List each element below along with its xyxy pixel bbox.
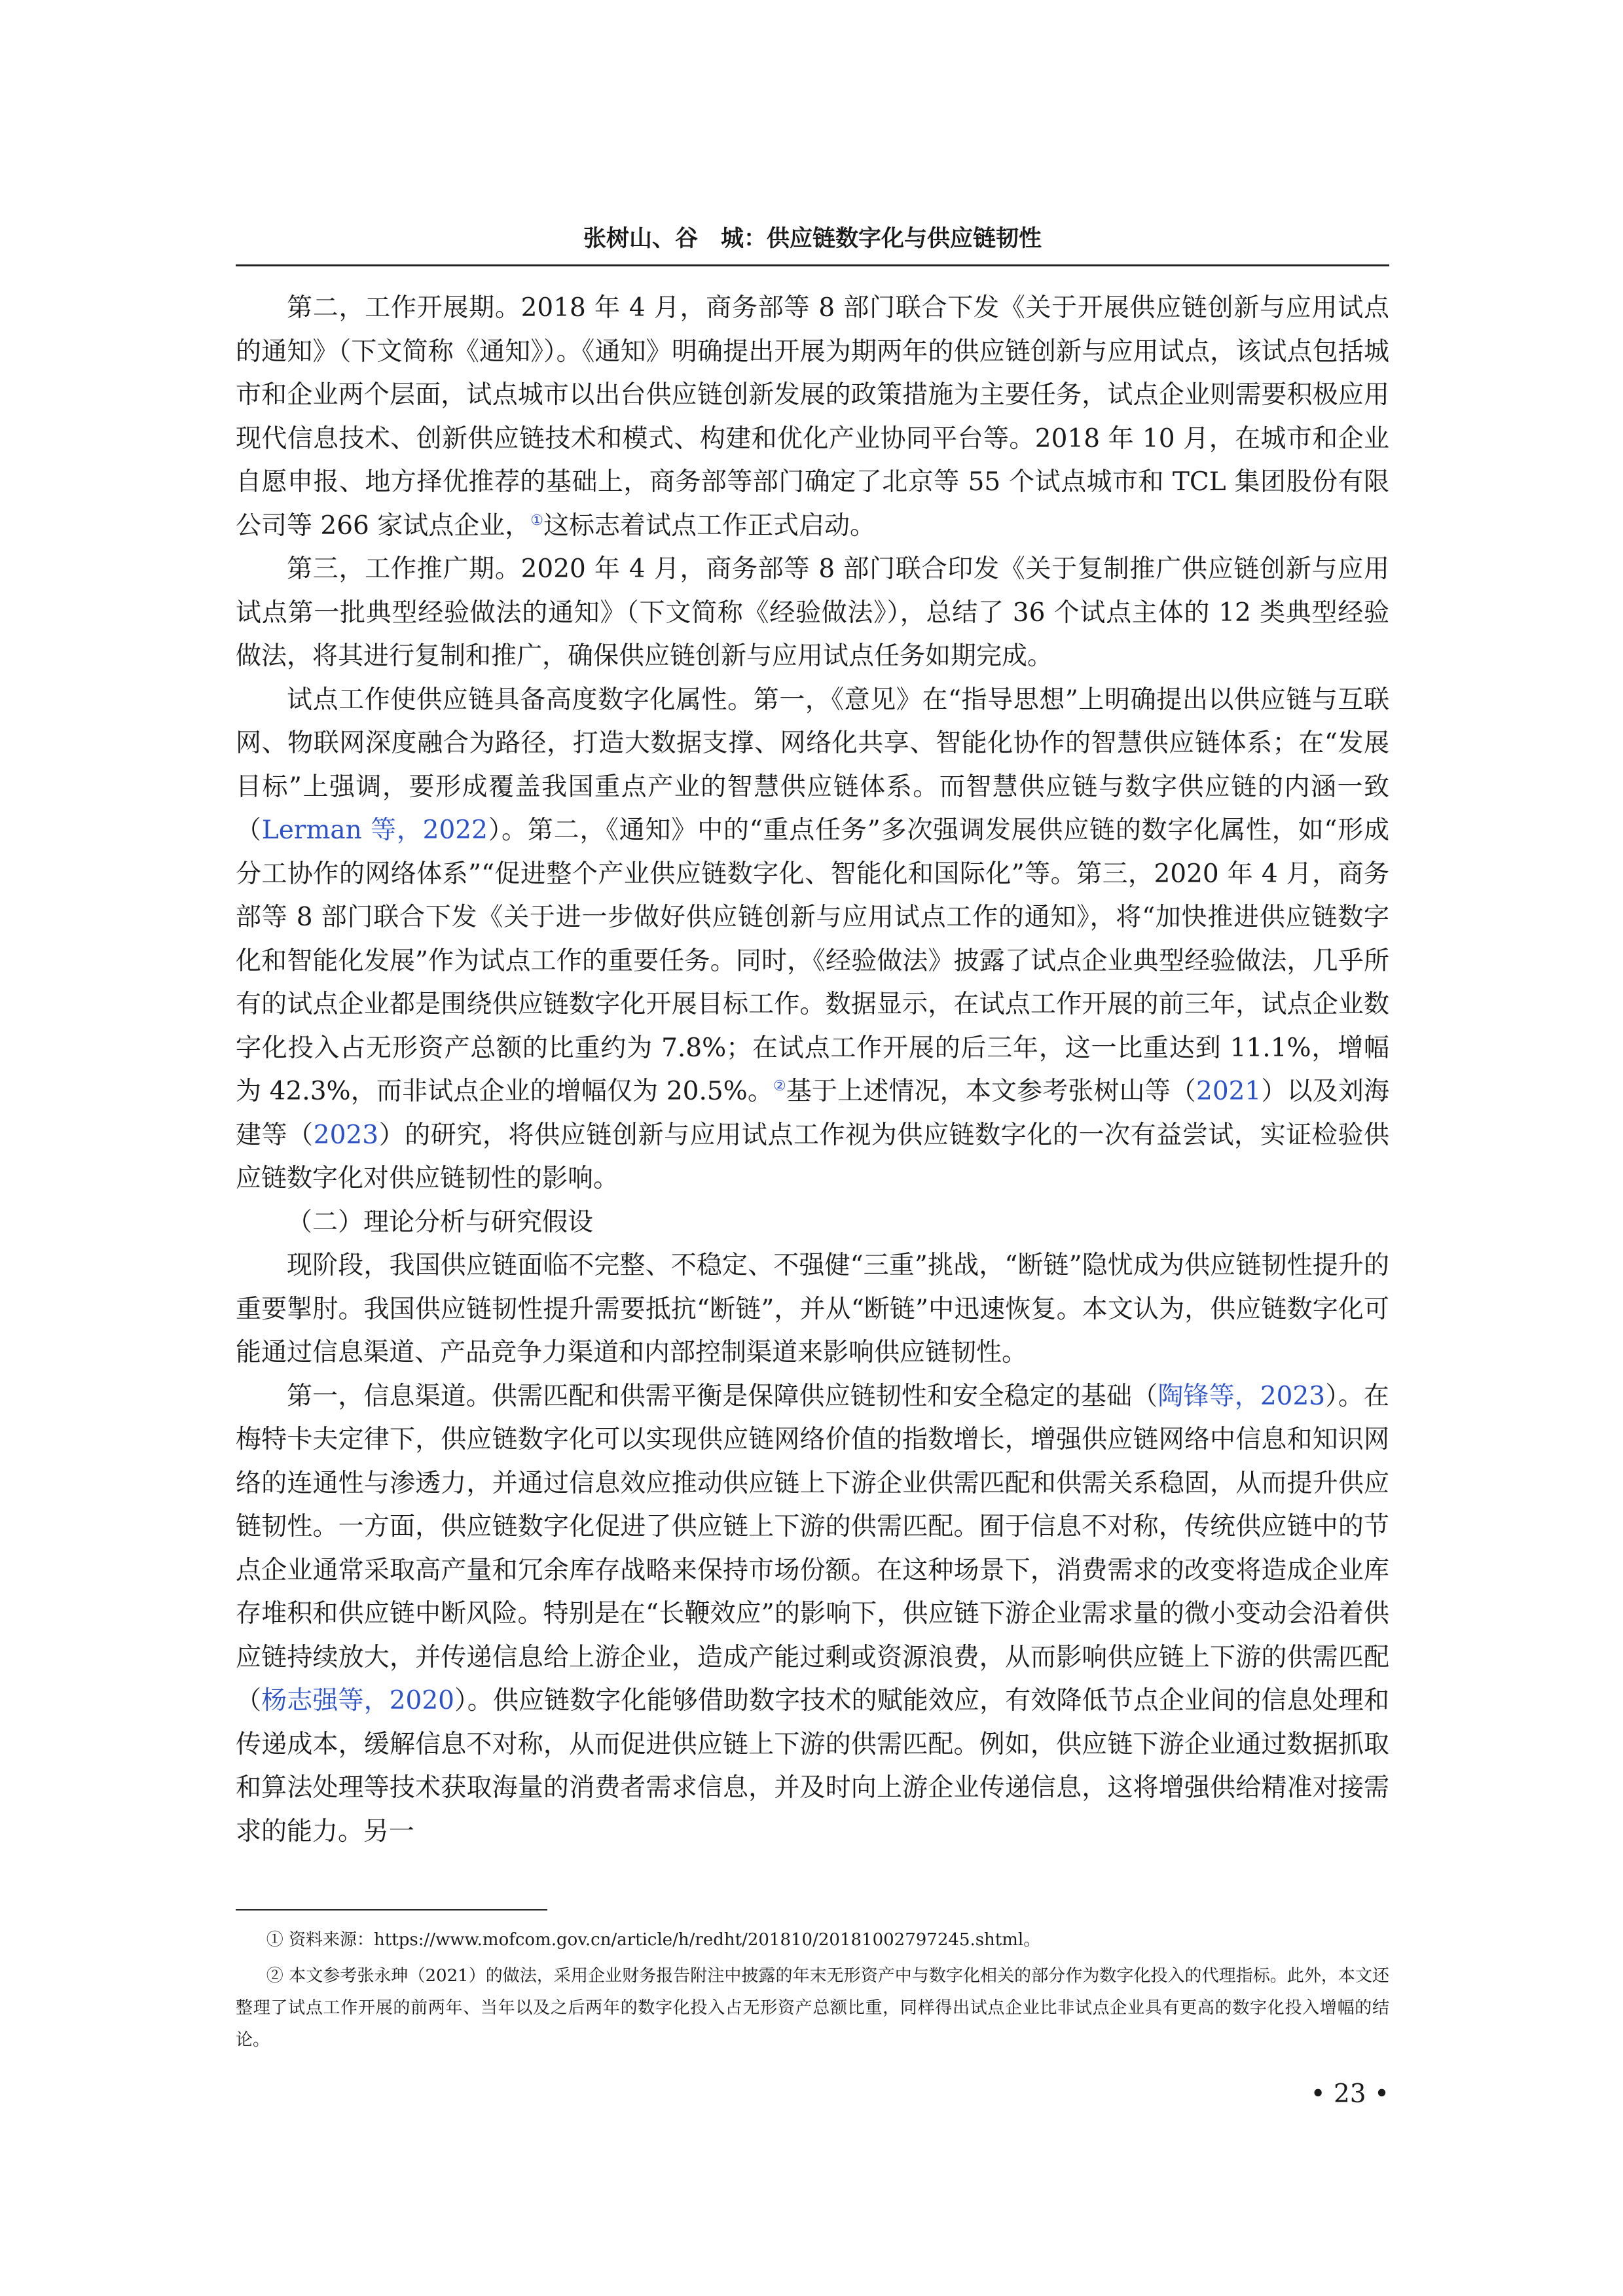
footnote-rule: [236, 1909, 547, 1910]
text-run: ）。供应链数字化能够借助数字技术的赋能效应，有效降低节点企业间的信息处理和传递成本，缓解信息不对称，从而促进供应链上下游的供需匹配。例如，供应链下游企业通过数据抓取和算法处理等技术获取海量的消费者需求信息，并及时向上游企业传递信息，这将增强供给精准对接需求的能力。另一: [236, 1686, 1389, 1846]
text-run: 这标志着试点工作正式启动。: [543, 511, 875, 541]
text-run: 基于上述情况，本文参考张树山等（: [786, 1077, 1197, 1106]
citation-link[interactable]: 2021: [1196, 1077, 1262, 1106]
citation-link[interactable]: 2023: [313, 1120, 379, 1150]
body-text: [236, 287, 1389, 1854]
citation-link[interactable]: Lerman 等，2022: [261, 816, 488, 845]
text-run: 第二，工作开展期。2018 年 4 月，商务部等 8 部门联合下发《关于开展供应链创新与应用试点的通知》（下文简称《通知》）。《通知》明确提出开展为期两年的供应链创新与应用试点，该试点包括城市和企业两个层面，试点城市以出台供应链创新发展的政策措施为主要任务，试点企业则需要积极应用现代信息技术、创新供应链技术和模式、构建和优化产业协同平台等。2018 年 10 月，在城市和企业自愿申报、地方择优推荐的基础上，商务部等部门确定了北京等 55 个试点城市和 TCL 集团股份有限公司等 266 家试点企业，: [236, 293, 1389, 541]
paragraph-current-stage: [236, 1244, 1389, 1375]
citation-link[interactable]: 杨志强等，2020: [261, 1686, 454, 1715]
text-run: ）。第二，《通知》中的“重点任务”多次强调发展供应链的数字化属性，如“形成分工协作的网络体系”“促进整个产业供应链数字化、智能化和国际化”等。第三，2020 年 4 月，商务部等 8 部门联合下发《关于进一步做好供应链创新与应用试点工作的通知》，将“加快推进供应链数字化和智能化发展”作为试点工作的重要任务。同时，《经验做法》披露了试点企业典型经验做法，几乎所有的试点企业都是围绕供应链数字化开展目标工作。数据显示，在试点工作开展的前三年，试点企业数字化投入占无形资产总额的比重约为 7.8%；在试点工作开展的后三年，这一比重达到 11.1%，增幅为 42.3%，而非试点企业的增幅仅为 20.5%。: [236, 816, 1389, 1106]
running-head: 张树山、谷 城：供应链数字化与供应链韧性: [583, 226, 1042, 252]
header-rule: [236, 264, 1389, 266]
paragraph-digital-attributes: [236, 679, 1389, 1201]
text-run: 第三，工作推广期。2020 年 4 月，商务部等 8 部门联合印发《关于复制推广供应链创新与应用试点第一批典型经验做法的通知》（下文简称《经验做法》），总结了 36 个试点主体的 12 类典型经验做法，将其进行复制和推广，确保供应链创新与应用试点任务如期完成。: [236, 554, 1389, 671]
citation-link[interactable]: 陶锋等，2023: [1158, 1381, 1326, 1411]
text-run: （二）理论分析与研究假设: [287, 1207, 594, 1237]
text-run: ）以及刘海建等（: [236, 1077, 1389, 1150]
page-number: • 23 •: [1310, 2079, 1389, 2109]
footnote-ref-link[interactable]: ②: [773, 1078, 786, 1094]
text-run: ）的研究，将供应链创新与应用试点工作视为供应链数字化的一次有益尝试，实证检验供应链数字化对供应链韧性的影响。: [236, 1120, 1389, 1193]
text-run: 第一，信息渠道。供需匹配和供需平衡是保障供应链韧性和安全稳定的基础（: [287, 1381, 1158, 1411]
text-run: 现阶段，我国供应链面临不完整、不稳定、不强健“三重”挑战，“断链”隐忧成为供应链韧性提升的重要掣肘。我国供应链韧性提升需要抵抗“断链”，并从“断链”中迅速恢复。本文认为，供应链数字化可能通过信息渠道、产品竞争力渠道和内部控制渠道来影响供应链韧性。: [236, 1251, 1389, 1367]
text-run: 试点工作使供应链具备高度数字化属性。第一，《意见》在“指导思想”上明确提出以供应链与互联网、物联网深度融合为路径，打造大数据支撑、网络化共享、智能化协作的智慧供应链体系；在“发展目标”上强调，要形成覆盖我国重点产业的智慧供应链体系。而智慧供应链与数字供应链的内涵一致（: [236, 685, 1389, 845]
text-run: ）。在梅特卡夫定律下，供应链数字化可以实现供应链网络价值的指数增长，增强供应链网络中信息和知识网络的连通性与渗透力，并通过信息效应推动供应链上下游企业供需匹配和供需关系稳固，从而提升供应链韧性。一方面，供应链数字化促进了供应链上下游的供需匹配。囿于信息不对称，传统供应链中的节点企业通常采取高产量和冗余库存战略来保持市场份额。在这种场景下，消费需求的改变将造成企业库存堆积和供应链中断风险。特别是在“长鞭效应”的影响下，供应链下游企业需求量的微小变动会沿着供应链持续放大，并传递信息给上游企业，造成产能过剩或资源浪费，从而影响供应链上下游的供需匹配（: [236, 1381, 1389, 1715]
paragraph-information-channel: [236, 1375, 1389, 1854]
paragraph-work-implementation: [236, 287, 1389, 548]
footnotes: [236, 1924, 1389, 2060]
paragraph-work-promotion: [236, 548, 1389, 679]
footnote-ref-link[interactable]: ①: [530, 512, 543, 529]
footnote-2: ② 本文参考张永珅（2021）的做法，采用企业财务报告附注中披露的年末无形资产中与数字化相关的部分作为数字化投入的代理指标。此外，本文还整理了试点工作开展的前两年、当年以及之后两年的数字化投入占无形资产总额比重，同样得出试点企业比非试点企业具有更高的数字化投入增幅的结论。: [236, 1966, 1389, 2050]
footnote-1: ① 资料来源：https://www.mofcom.gov.cn/article/h/redht/201810/20181002797245.shtml。: [266, 1930, 1041, 1950]
section-heading-theory: [236, 1201, 1389, 1245]
